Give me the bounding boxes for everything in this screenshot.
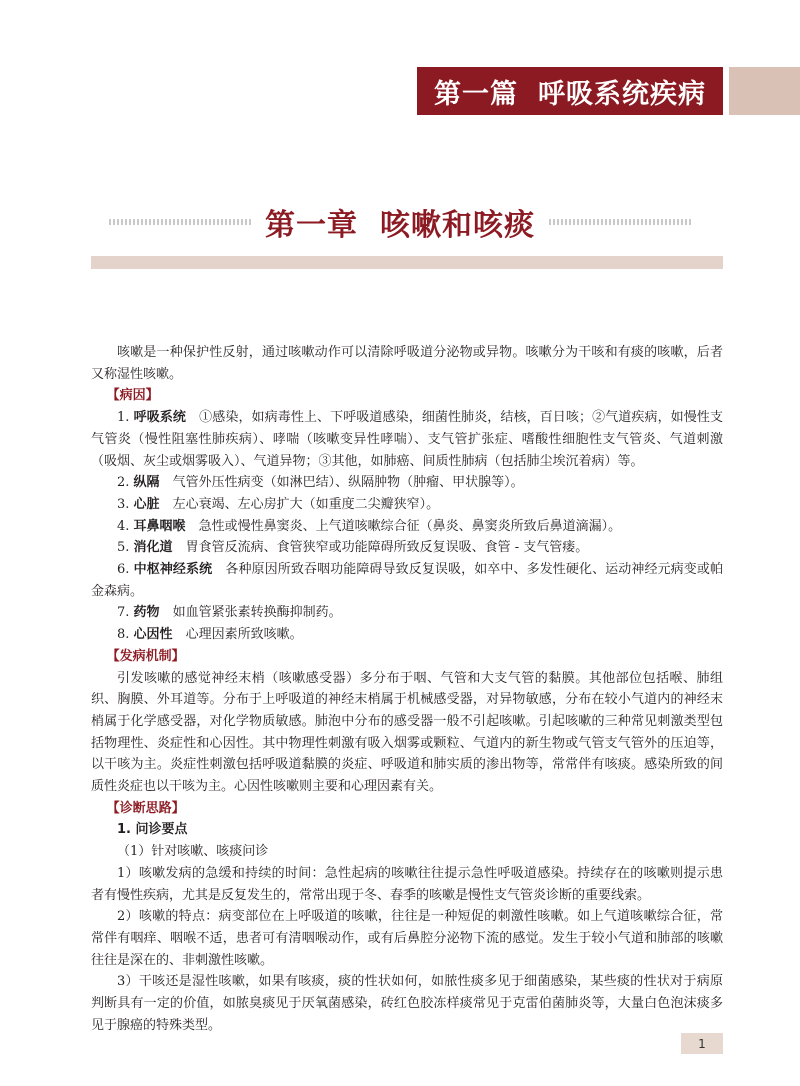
- etiology-item: 2. 纵隔 气管外压性病变（如淋巴结）、纵隔肿物（肿瘤、甲状腺等）。: [117, 475, 524, 491]
- left-rule: [109, 219, 251, 225]
- body-content: [91, 342, 723, 1037]
- chapter-label: 第一章: [265, 208, 358, 243]
- chapter-heading: [0, 200, 800, 244]
- chapter-divider-bar: [91, 256, 723, 269]
- part-tab-decoration: [729, 67, 800, 115]
- diagnosis-paragraph: 3）干咳还是湿性咳嗽，如果有咳痰，痰的性状如何，如脓性痰多见于细菌感染，某些痰的性状对于病原判断具有一定的价值，如脓臭痰见于厌氧菌感染，砖红色胶冻样痰常见于克雷伯菌肺炎等，大量白色泡沫痰多见于腺癌的特殊类型。: [91, 974, 723, 1033]
- mechanism-paragraph: 引发咳嗽的感觉神经末梢（咳嗽感受器）多分布于咽、气管和大支气管的黏膜。其他部位包括喉、肺组织、胸膜、外耳道等。分布于上呼吸道的神经末梢属于机械感受器，对异物敏感，分布在较小气道内的神经末梢属于化学感受器，对化学物质敏感。肺泡中分布的感受器一般不引起咳嗽。引起咳嗽的三种常见刺激类型包括物理性、炎症性和心因性。其中物理性刺激有吸入烟雾或颗粒、气道内的新生物或气管支气管外的压迫等，以干咳为主。炎症性刺激包括呼吸道黏膜的炎症、呼吸道和肺实质的渗出物等，常常伴有咳痰。感染所致的间质性炎症也以干咳为主。心因性咳嗽则主要和心理因素有关。: [91, 670, 723, 795]
- etiology-heading: 【病因】: [106, 388, 159, 404]
- diagnosis-heading: 【诊断思路】: [106, 800, 185, 816]
- etiology-list: [91, 407, 723, 646]
- etiology-item: 4. 耳鼻咽喉 急性或慢性鼻窦炎、上气道咳嗽综合征（鼻炎、鼻窦炎所致后鼻道滴漏）。: [117, 518, 622, 534]
- chapter-title: [265, 200, 535, 244]
- intro-paragraph: 咳嗽是一种保护性反射，通过咳嗽动作可以清除呼吸道分泌物或异物。咳嗽分为干咳和有痰的咳嗽，后者又称湿性咳嗽。: [91, 345, 723, 382]
- part-banner: [417, 67, 723, 115]
- page-number: 1: [681, 1033, 723, 1054]
- diagnosis-subsection: （1）针对咳嗽、咳痰问诊: [117, 844, 269, 860]
- etiology-item: 1. 呼吸系统 ①感染，如病毒性上、下呼吸道感染，细菌性肺炎，结核，百日咳；②气道疾病，如慢性支气管炎（慢性阻塞性肺疾病）、哮喘（咳嗽变异性哮喘）、支气管扩张症、嗜酸性细胞性支气管炎、气道刺激（吸烟、灰尘或烟雾吸入）、气道异物；③其他，如肺癌、间质性肺病（包括肺尘埃沉着病）等。: [91, 410, 723, 469]
- etiology-item: 8. 心因性 心理因素所致咳嗽。: [117, 627, 303, 643]
- diagnosis-paragraph: 2）咳嗽的特点：病变部位在上呼吸道的咳嗽，往往是一种短促的刺激性咳嗽。如上气道咳嗽综合征，常常伴有咽痒、咽喉不适，患者可有清咽喉动作，或有后鼻腔分泌物下流的感觉。发生于较小气道和肺部的咳嗽往往是深在的、非刺激性咳嗽。: [91, 909, 723, 968]
- etiology-item: 3. 心脏 左心衰竭、左心房扩大（如重度二尖瓣狭窄）。: [117, 496, 440, 512]
- etiology-item: 6. 中枢神经系统 各种原因所致吞咽功能障碍导致反复误吸，如卒中、多发性硬化、运动神经元病变或帕金森病。: [91, 562, 723, 599]
- part-label: 第一篇: [434, 78, 518, 110]
- chapter-name: 咳嗽和咳痰: [380, 208, 535, 243]
- mechanism-heading: 【发病机制】: [106, 648, 185, 664]
- part-title: 呼吸系统疾病: [538, 78, 706, 110]
- etiology-item: 5. 消化道 胃食管反流病、食管狭窄或功能障碍所致反复误吸、食管 - 支气管瘘。: [117, 540, 589, 556]
- etiology-item: 7. 药物 如血管紧张素转换酶抑制药。: [117, 605, 342, 621]
- right-rule: [549, 219, 691, 225]
- diagnosis-paragraph: 1）咳嗽发病的急缓和持续的时间：急性起病的咳嗽往往提示急性呼吸道感染。持续存在的咳嗽则提示患者有慢性疾病，尤其是反复发生的，常常出现于冬、春季的咳嗽是慢性支气管炎诊断的重要线索。: [91, 865, 723, 903]
- diagnosis-subheading: 1. 问诊要点: [117, 822, 188, 838]
